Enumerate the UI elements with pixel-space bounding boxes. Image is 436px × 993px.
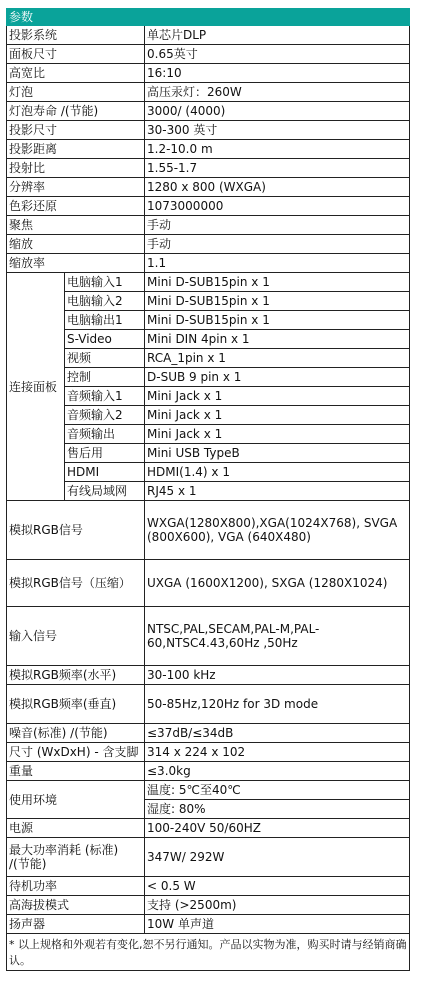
port-value: RCA_1pin x 1 (145, 349, 410, 368)
port-value: Mini USB TypeB (145, 444, 410, 463)
port-name: 有线局域网 (65, 482, 145, 501)
spec-label: 扬声器 (7, 915, 145, 934)
spec-label: 电源 (7, 819, 145, 838)
spec-value: 1.2-10.0 m (145, 140, 410, 159)
spec-label: 缩放率 (7, 254, 145, 273)
spec-label: 缩放 (7, 235, 145, 254)
port-name: 音频输入1 (65, 387, 145, 406)
spec-value: UXGA (1600X1200), SXGA (1280X1024) (145, 560, 410, 607)
spec-label: 投影距离 (7, 140, 145, 159)
spec-sheet (6, 8, 410, 971)
spec-label: 噪音(标准) /(节能) (7, 724, 145, 743)
spec-value: 347W/ 292W (145, 838, 410, 877)
spec-label: 投影系统 (7, 26, 145, 45)
spec-value: 10W 单声道 (145, 915, 410, 934)
spec-label: 面板尺寸 (7, 45, 145, 64)
port-value: Mini D-SUB15pin x 1 (145, 311, 410, 330)
spec-value: 1.1 (145, 254, 410, 273)
spec-label: 高宽比 (7, 64, 145, 83)
port-value: Mini Jack x 1 (145, 406, 410, 425)
spec-value: < 0.5 W (145, 877, 410, 896)
spec-value: 1.55-1.7 (145, 159, 410, 178)
port-value: D-SUB 9 pin x 1 (145, 368, 410, 387)
port-name: 电脑输入1 (65, 273, 145, 292)
spec-value: 16:10 (145, 64, 410, 83)
spec-label: 投射比 (7, 159, 145, 178)
spec-label: 待机功率 (7, 877, 145, 896)
spec-value: 1280 x 800 (WXGA) (145, 178, 410, 197)
spec-value: 手动 (145, 216, 410, 235)
spec-label: 重量 (7, 762, 145, 781)
spec-table (6, 8, 410, 971)
port-name: 电脑输出1 (65, 311, 145, 330)
spec-label: 高海拔模式 (7, 896, 145, 915)
spec-label: 最大功率消耗 (标准) /(节能) (7, 838, 145, 877)
port-value: HDMI(1.4) x 1 (145, 463, 410, 482)
spec-value: WXGA(1280X800),XGA(1024X768), SVGA (800X600), VGA (640X480) (145, 501, 410, 560)
footnote: * 以上规格和外观若有变化,恕不另行通知。产品以实物为准，购买时请与经销商确认。 (7, 934, 410, 971)
port-name: 售后用 (65, 444, 145, 463)
spec-value: 30-100 kHz (145, 666, 410, 685)
spec-value: 50-85Hz,120Hz for 3D mode (145, 685, 410, 724)
port-name: 音频输入2 (65, 406, 145, 425)
environment-humidity: 湿度: 80% (145, 800, 410, 819)
port-name: 控制 (65, 368, 145, 387)
spec-label: 聚焦 (7, 216, 145, 235)
spec-label: 模拟RGB信号（压缩） (7, 560, 145, 607)
spec-label: 灯泡 (7, 83, 145, 102)
spec-label: 模拟RGB频率(垂直) (7, 685, 145, 724)
spec-label: 模拟RGB频率(水平) (7, 666, 145, 685)
spec-label: 尺寸 (WxDxH) - 含支脚 (7, 743, 145, 762)
spec-label: 输入信号 (7, 607, 145, 666)
port-name: S-Video (65, 330, 145, 349)
port-name: HDMI (65, 463, 145, 482)
port-value: Mini DIN 4pin x 1 (145, 330, 410, 349)
spec-value: 30-300 英寸 (145, 121, 410, 140)
spec-value: NTSC,PAL,SECAM,PAL-M,PAL-60,NTSC4.43,60Hz ,50Hz (145, 607, 410, 666)
spec-label: 模拟RGB信号 (7, 501, 145, 560)
port-name: 视频 (65, 349, 145, 368)
spec-value: 1073000000 (145, 197, 410, 216)
spec-label: 色彩还原 (7, 197, 145, 216)
spec-label: 投影尺寸 (7, 121, 145, 140)
spec-value: 0.65英寸 (145, 45, 410, 64)
spec-value: 手动 (145, 235, 410, 254)
spec-value: 高压汞灯：260W (145, 83, 410, 102)
port-value: Mini Jack x 1 (145, 387, 410, 406)
port-name: 电脑输入2 (65, 292, 145, 311)
spec-value: 314 x 224 x 102 (145, 743, 410, 762)
port-value: Mini D-SUB15pin x 1 (145, 292, 410, 311)
table-header: 参数 (7, 9, 410, 26)
spec-value: 3000/ (4000) (145, 102, 410, 121)
environment-label: 使用环境 (7, 781, 145, 819)
spec-value: ≤37dB/≤34dB (145, 724, 410, 743)
spec-value: ≤3.0kg (145, 762, 410, 781)
port-value: Mini Jack x 1 (145, 425, 410, 444)
spec-label: 分辨率 (7, 178, 145, 197)
spec-value: 100-240V 50/60HZ (145, 819, 410, 838)
port-name: 音频输出 (65, 425, 145, 444)
spec-value: 单芯片DLP (145, 26, 410, 45)
environment-temp: 温度: 5℃至40℃ (145, 781, 410, 800)
spec-label: 灯泡寿命 /(节能) (7, 102, 145, 121)
spec-value: 支持 (>2500m) (145, 896, 410, 915)
port-value: RJ45 x 1 (145, 482, 410, 501)
connection-panel-label: 连接面板 (7, 273, 65, 501)
port-value: Mini D-SUB15pin x 1 (145, 273, 410, 292)
